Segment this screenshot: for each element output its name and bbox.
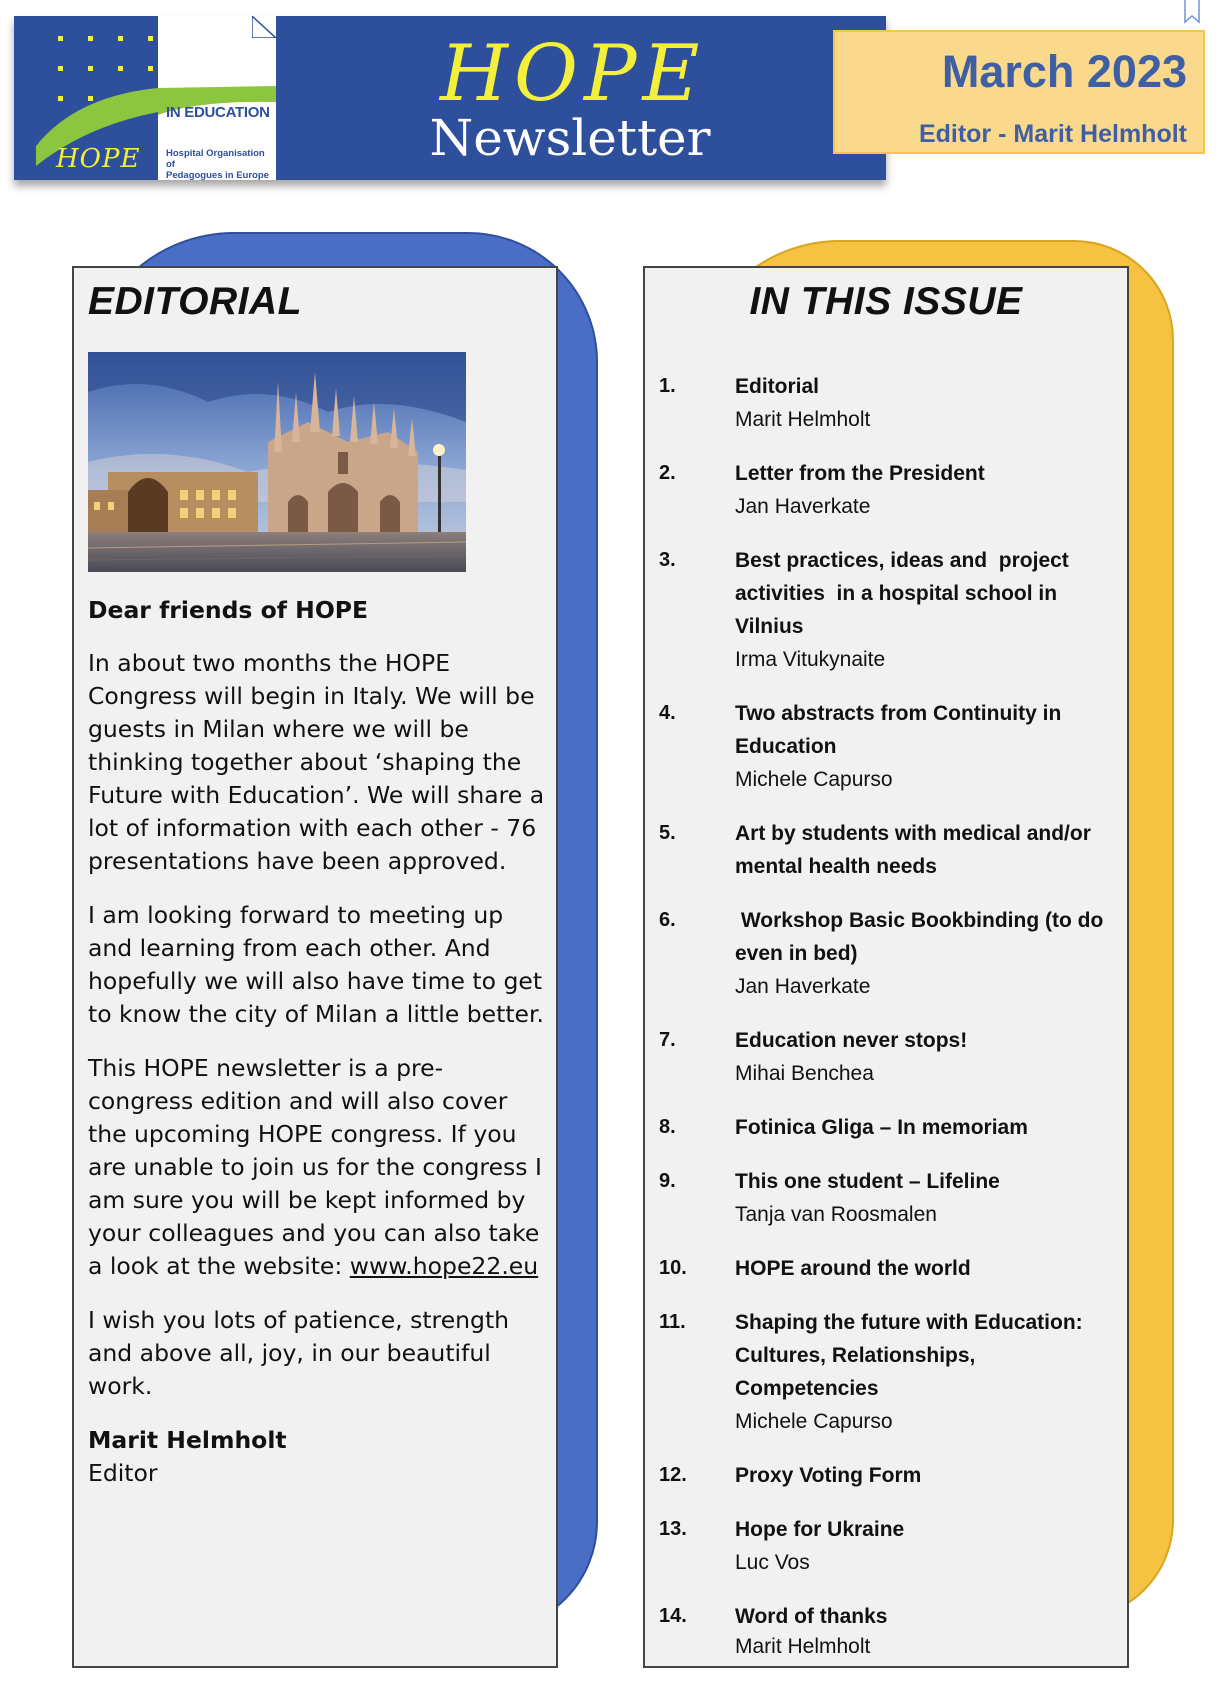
contents-item-title: This one student – Lifeline: [735, 1170, 1000, 1193]
contents-item-author: Jan Haverkate: [735, 495, 871, 518]
contents-item-text: [735, 1165, 1119, 1231]
corner-fold-icon: [252, 16, 276, 38]
contents-item-title: Fotinica Gliga – In memoriam: [735, 1116, 1028, 1139]
contents-item[interactable]: [659, 817, 1119, 883]
contents-item-text: [735, 1600, 1119, 1660]
contents-item-text: [735, 1111, 1119, 1144]
contents-item-title: Shaping the future with Education: Cultures, Relationships, Competencies: [735, 1311, 1089, 1400]
contents-item-title: HOPE around the world: [735, 1257, 971, 1280]
contents-item-author: Mihai Benchea: [735, 1062, 874, 1085]
contents-item-author: Jan Haverkate: [735, 975, 871, 998]
signature-name: Marit Helmholt: [88, 1426, 287, 1454]
contents-item[interactable]: [659, 370, 1119, 436]
contents-item[interactable]: [659, 1165, 1119, 1231]
contents-item-text: [735, 1513, 1119, 1579]
editorial-greeting: Dear friends of HOPE: [88, 596, 369, 624]
contents-item[interactable]: [659, 1513, 1119, 1579]
editor-credit: Editor - Marit Helmholt: [918, 120, 1187, 148]
contents-item-text: [735, 904, 1119, 1003]
contents-item-text: [735, 1024, 1119, 1090]
contents-item[interactable]: [659, 1252, 1119, 1285]
hope-logo: [36, 16, 276, 180]
contents-item-title: Best practices, ideas and project activities in a hospital school in Vilnius: [735, 549, 1075, 638]
contents-item-title: Proxy Voting Form: [735, 1464, 922, 1487]
contents-item-text: [735, 1459, 1119, 1492]
contents-item-title: Word of thanks: [735, 1605, 888, 1628]
contents-item-number: 10.: [659, 1257, 687, 1279]
editorial-heading: EDITORIAL: [88, 280, 302, 323]
contents-item[interactable]: [659, 904, 1119, 1003]
contents-item-text: [735, 457, 1119, 523]
contents-item-number: 13.: [659, 1518, 687, 1540]
logo-hope-text: HOPE: [56, 144, 141, 174]
contents-item-author: Irma Vitukynaite: [735, 648, 886, 671]
contents-item-title: Workshop Basic Bookbinding (to do even in bed): [735, 909, 1110, 965]
editorial-body: [88, 594, 548, 1490]
contents-item-number: 1.: [659, 375, 676, 397]
contents-item-title: Art by students with medical and/or mental health needs: [735, 822, 1097, 878]
editorial-paragraph: In about two months the HOPE Congress will begin in Italy. We will be guests in Milan where we will be thinking together about ‘shaping the Future with Education’. We will share a lot of information with each other - 76 presentations have been approved.: [88, 649, 545, 875]
date-box: [833, 30, 1205, 154]
website-link[interactable]: www.hope22.eu: [349, 1252, 539, 1280]
contents-item-text: [735, 1306, 1119, 1438]
milan-cathedral-photo: [88, 352, 466, 572]
logo-continuity-text: CONTINUITY IN EDUCATION: [166, 89, 270, 121]
contents-panel: [643, 266, 1129, 1668]
contents-item-number: 3.: [659, 549, 676, 571]
editorial-paragraph: I wish you lots of patience, strength and above all, joy, in our beautiful work.: [88, 1306, 510, 1400]
contents-item[interactable]: [659, 544, 1119, 676]
contents-item-author: Tanja van Roosmalen: [735, 1203, 937, 1226]
contents-item[interactable]: [659, 1111, 1119, 1144]
contents-item-number: 2.: [659, 462, 676, 484]
contents-item-title: Letter from the President: [735, 462, 985, 485]
contents-item-text: [735, 544, 1119, 676]
contents-item[interactable]: [659, 1459, 1119, 1492]
contents-item-author: Michele Capurso: [735, 1410, 893, 1433]
contents-item-number: 8.: [659, 1116, 676, 1138]
contents-item-author: Marit Helmholt: [735, 408, 871, 431]
issue-date: March 2023: [941, 46, 1187, 97]
bookmark-icon[interactable]: [1182, 0, 1202, 24]
logo-org-text: Hospital Organisation of Pedagogues in Europe: [166, 148, 269, 180]
contents-item-number: 7.: [659, 1029, 676, 1051]
contents-item[interactable]: [659, 457, 1119, 523]
contents-item-number: 9.: [659, 1170, 676, 1192]
contents-item-text: [735, 1252, 1119, 1285]
contents-item-author: Michele Capurso: [735, 768, 893, 791]
contents-item-text: [735, 817, 1119, 883]
editorial-paragraph: This HOPE newsletter is a pre-congress edition and will also cover the upcoming HOPE congress. If you are unable to join us for the congress I am sure you will be kept informed by your colleagues and you can also take a look at the website: www.hope22.eu: [88, 1054, 542, 1280]
contents-item-number: 6.: [659, 909, 676, 931]
contents-item-text: [735, 697, 1119, 796]
contents-heading: IN THIS ISSUE: [749, 280, 1023, 323]
contents-item-number: 11.: [659, 1311, 686, 1333]
contents-item-number: 4.: [659, 702, 676, 724]
contents-item-title: Hope for Ukraine: [735, 1518, 905, 1541]
contents-item[interactable]: [659, 697, 1119, 796]
hope-title: HOPE: [440, 29, 706, 119]
contents-item-text: [735, 370, 1119, 436]
newsletter-title: Newsletter: [429, 109, 711, 167]
contents-item[interactable]: [659, 1024, 1119, 1090]
contents-item[interactable]: [659, 1306, 1119, 1438]
contents-item-title: Editorial: [735, 375, 820, 398]
contents-item[interactable]: [659, 1600, 1119, 1660]
editorial-panel: [72, 266, 558, 1668]
contents-list: [659, 370, 1119, 1660]
contents-item-title: Education never stops!: [735, 1029, 968, 1052]
contents-item-author: Luc Vos: [735, 1551, 810, 1574]
signature-role: Editor: [88, 1459, 158, 1487]
contents-item-author: Marit Helmholt: [735, 1635, 871, 1658]
contents-item-title: Two abstracts from Continuity in Education: [735, 702, 1068, 758]
contents-item-number: 14.: [659, 1605, 687, 1627]
editorial-paragraph: I am looking forward to meeting up and learning from each other. And hopefully we will also have time to get to know the city of Milan a little better.: [88, 901, 544, 1028]
contents-item-number: 5.: [659, 822, 676, 844]
contents-item-number: 12.: [659, 1464, 687, 1486]
